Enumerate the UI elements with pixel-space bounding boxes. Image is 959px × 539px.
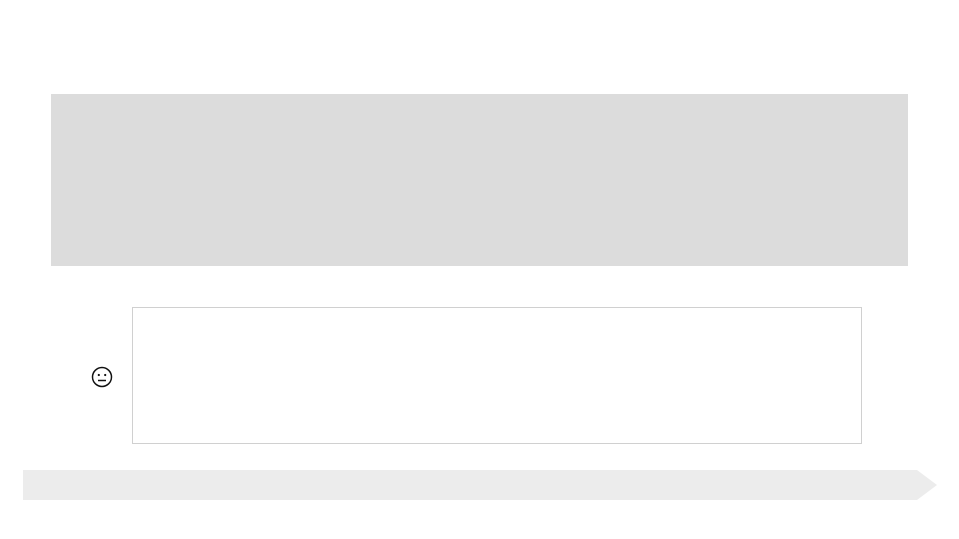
task-flow-arrow — [23, 470, 937, 500]
